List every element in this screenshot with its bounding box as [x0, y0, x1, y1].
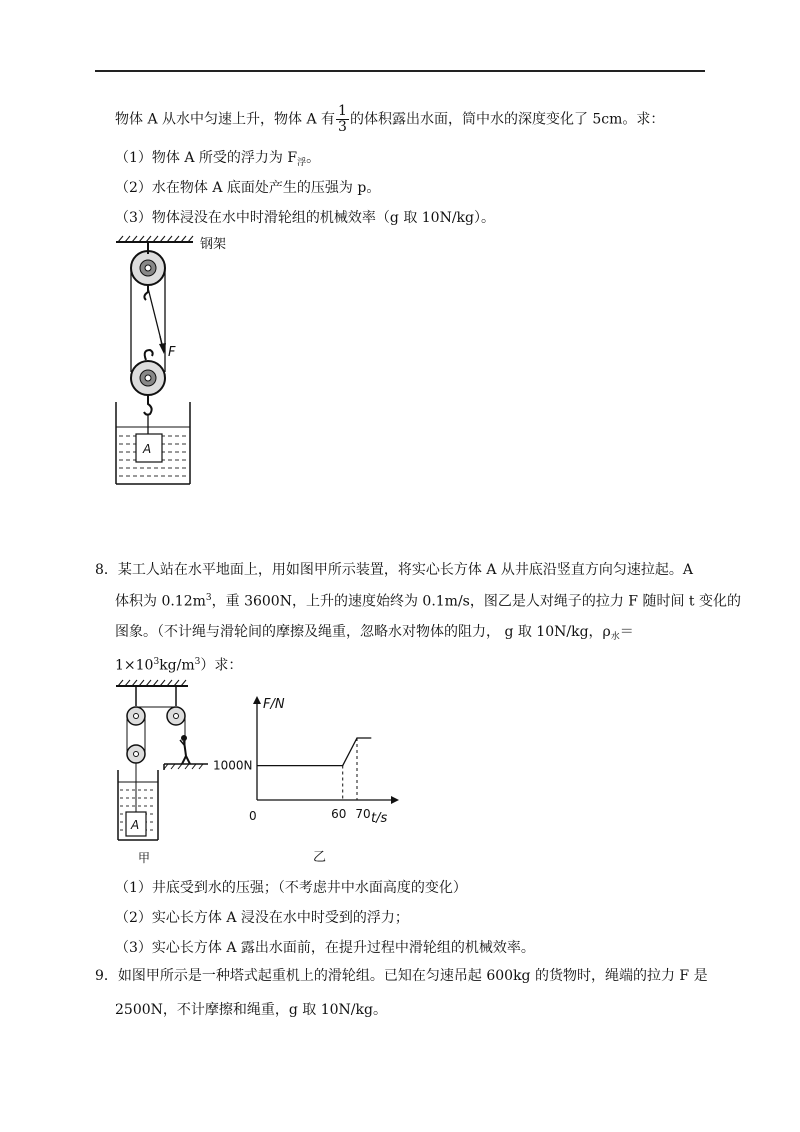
label-object-a: A	[143, 442, 152, 456]
fraction-one-third: $\frac{1}{3}$	[338, 103, 347, 135]
q8-line-2: 体积为 $0.12m^3$，重 3600N，上升的速度始终为 0.1m/s，图乙是人对绳子的拉力 F 随时间 t 变化的	[115, 593, 742, 610]
q8-part-2: （2）实心长方体 A 浸没在水中时受到的浮力；	[115, 910, 409, 926]
q9-line-2: 2500N，不计摩擦和绳重，g 取 10N/kg。	[115, 1002, 387, 1018]
x-axis-label: t/s	[371, 811, 388, 826]
q9-line-1: 9．如图甲所示是一种塔式起重机上的滑轮组。已知在匀速吊起 600kg 的货物时，绳端的拉力 F 是	[95, 968, 708, 984]
y-axis-label: F/N	[263, 697, 285, 712]
label-force: F	[168, 345, 176, 360]
q8-label-yi: 乙	[313, 850, 327, 865]
q8-figure-jia	[112, 678, 212, 868]
q7-pulley-figure	[108, 232, 238, 492]
q7-part-1: （1）物体 A 所受的浮力为 $F_浮$。	[115, 150, 321, 168]
q8-label-object-a: A	[131, 818, 140, 832]
q8-part-3: （3）实心长方体 A 露出水面前，在提升过程中滑轮组的机械效率。	[115, 940, 535, 956]
header-rule	[95, 70, 705, 72]
q8-line-1: 8．某工人站在水平地面上，用如图甲所示装置，将实心长方体 A 从井底沿竖直方向匀速拉起。A	[95, 562, 694, 578]
x-tick-70: 70	[355, 807, 371, 821]
q8-chart-yi	[205, 690, 405, 870]
q8-line-4: $1\times 10^3kg/m^3$）求：	[115, 657, 243, 674]
series-line-force	[257, 738, 371, 766]
q8-part-1: （1）井底受到水的压强；（不考虑井中水面高度的变化）	[115, 880, 467, 896]
y-tick-1000n: 1000N	[213, 758, 253, 773]
q8-label-jia: 甲	[138, 851, 151, 865]
label-steel-frame: 钢架	[200, 237, 227, 252]
q7-part-2: （2）水在物体 A 底面处产生的压强为 p。	[115, 180, 381, 196]
x-tick-60: 60	[331, 807, 347, 821]
q7-intro: 物体 A 从水中匀速上升，物体 A 有 $\frac{1}{3}$ 的体积露出水面，筒中水的深度变化了 5cm。求：	[115, 103, 665, 135]
q8-line-3: 图象。（不计绳与滑轮间的摩擦及绳重，忽略水对物体的阻力， g 取 10N/kg，$\rho_水=$	[115, 624, 634, 642]
origin-label: 0	[249, 809, 257, 823]
q7-part-3: （3）物体浸没在水中时滑轮组的机械效率（g 取 10N/kg）。	[115, 210, 495, 226]
